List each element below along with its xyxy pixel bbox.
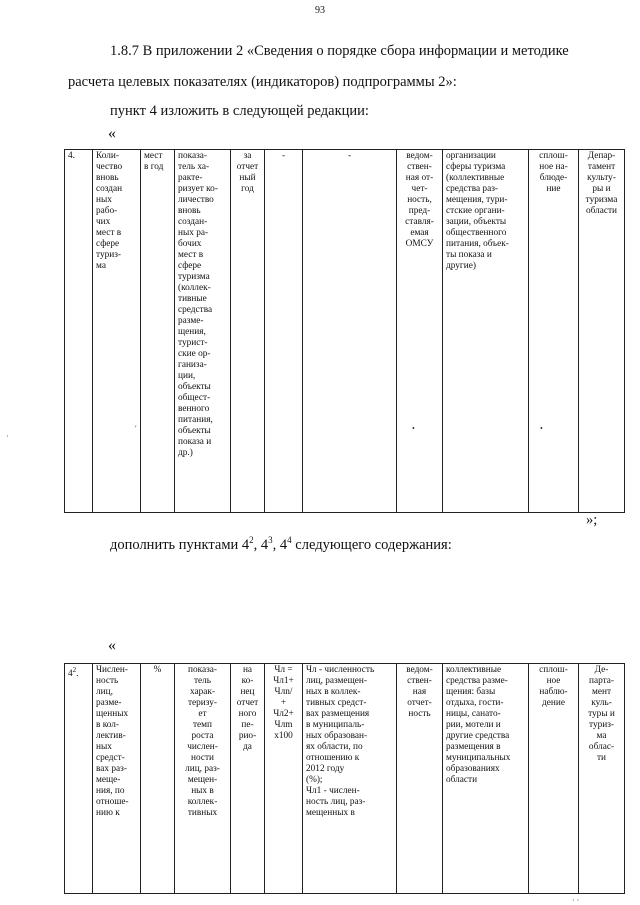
cell-text-line: + bbox=[280, 698, 287, 708]
cell-text-line: пред- bbox=[408, 206, 431, 216]
cell-text-line: Депар- bbox=[587, 151, 616, 161]
intro-line-3: пункт 4 изложить в следующей редакции: bbox=[110, 103, 369, 119]
cell-text-line: личество bbox=[178, 195, 214, 205]
cell-text-line: ных в bbox=[191, 786, 214, 796]
cell-text-line: нию к bbox=[96, 808, 120, 818]
table-row bbox=[65, 664, 625, 894]
cell-text-line: Чл - численность bbox=[306, 665, 375, 675]
cell-text-line: в год bbox=[144, 162, 164, 172]
cell-text-line: ко- bbox=[241, 676, 254, 686]
page-number: 93 bbox=[315, 5, 325, 16]
cell-text-line: Чл1+ bbox=[273, 676, 294, 686]
intro-line-1: 1.8.7 В приложении 2 «Сведения о порядке сбора информации и методике bbox=[110, 43, 569, 59]
cell-text-line: отчет bbox=[236, 698, 259, 708]
cell-text-line: др.) bbox=[178, 448, 193, 458]
cell-text-line: ность, bbox=[407, 195, 432, 205]
cell-text-line: ная от- bbox=[405, 173, 434, 183]
cell-text-line: парта- bbox=[588, 676, 615, 686]
definition-cell bbox=[175, 664, 231, 894]
cell-text-line: в муниципаль- bbox=[306, 720, 365, 730]
cell-text-line: муниципальных bbox=[446, 753, 511, 763]
cell-text-line: создан bbox=[96, 184, 123, 194]
cell-text-line: ризует ко- bbox=[178, 184, 218, 194]
cell-text-line: ние bbox=[546, 184, 561, 194]
cell-text-line: мент bbox=[591, 687, 612, 697]
cell-text-line: мещенных в bbox=[306, 808, 355, 818]
cell-text-line: туры и bbox=[588, 709, 615, 719]
cell-text-line: блюде- bbox=[539, 173, 568, 183]
cell-text-line: тель ха- bbox=[178, 162, 210, 172]
cell-text-line: меще- bbox=[96, 775, 121, 785]
cell-text-line: туриз- bbox=[589, 720, 614, 730]
cell-text-line: сплош- bbox=[539, 151, 568, 161]
cell-text-line: харак- bbox=[189, 687, 216, 697]
cell-text-line: образованиях bbox=[446, 764, 500, 774]
cell-text-line: рии, мотели и bbox=[446, 720, 501, 730]
definition-cell bbox=[175, 150, 231, 513]
cell-text-line: ях области, по bbox=[306, 742, 363, 752]
cell-text-line: да bbox=[243, 742, 252, 752]
cell-text-line: пе- bbox=[241, 720, 254, 730]
cell-text-line: ведом- bbox=[406, 665, 433, 675]
table-row bbox=[65, 150, 625, 513]
cell-text-line: чих bbox=[96, 217, 111, 227]
cell-text-line: ры и bbox=[592, 184, 611, 194]
supplement-line: дополнить пунктами $4^2$, $4^3$, $4^4$ следующего содержания: bbox=[110, 535, 452, 553]
cell-text-line: сфере bbox=[178, 261, 202, 271]
close-quote: »; bbox=[586, 512, 598, 528]
cell-text-line: коллек- bbox=[187, 797, 218, 807]
cell-text-line: ты показа и bbox=[446, 250, 492, 260]
cell-text-line: ность bbox=[96, 676, 119, 686]
cell-text-line: лектив- bbox=[96, 731, 126, 741]
cell-text-line: турист- bbox=[178, 338, 208, 348]
cell-text-line: показа и bbox=[178, 437, 212, 447]
item-number-cell: 4. bbox=[65, 150, 93, 513]
formula-description-cell bbox=[303, 664, 397, 894]
cell-text-line: Числен- bbox=[96, 665, 128, 675]
cell-text-line: отдыха, гости- bbox=[446, 698, 504, 708]
cell-text-line: размещения в bbox=[446, 742, 501, 752]
cell-text-line: тивных bbox=[187, 808, 218, 818]
cell-text-line: ма bbox=[96, 261, 106, 271]
cell-text-line: Чл1 - числен- bbox=[306, 786, 360, 796]
cell-text-line: общест- bbox=[178, 393, 211, 403]
cell-text-line: Члn/ bbox=[274, 687, 293, 697]
scan-mark: ʹ bbox=[135, 424, 137, 433]
cell-text-line: (коллективные bbox=[446, 173, 505, 183]
cell-text-line: ницы, санато- bbox=[446, 709, 501, 719]
cell-text-line: разме- bbox=[178, 316, 204, 326]
cell-text-line: ОМСУ bbox=[405, 239, 434, 249]
item-number-cell: $4^2$. bbox=[65, 664, 93, 894]
cell-text-line: ность bbox=[408, 709, 431, 719]
cell-text-line: ных образован- bbox=[306, 731, 368, 741]
cell-text-line: ти bbox=[596, 753, 607, 763]
cell-text-line: ния, по bbox=[96, 786, 125, 796]
cell-text-line: бочих bbox=[178, 239, 202, 249]
cell-text-line: другие) bbox=[446, 261, 476, 271]
cell-text-line: тамент bbox=[587, 162, 616, 172]
cell-text-line: щения: базы bbox=[446, 687, 496, 697]
responsible-cell bbox=[579, 664, 625, 894]
method-cell bbox=[529, 150, 579, 513]
cell-text-line: отчет- bbox=[407, 698, 432, 708]
cell-text-line: ность лиц, раз- bbox=[306, 797, 366, 807]
cell-text-line: сплош- bbox=[539, 665, 568, 675]
cell-text-line: % bbox=[153, 665, 162, 675]
cell-text-line: в кол- bbox=[96, 720, 120, 730]
cell-text-line: Де- bbox=[594, 665, 609, 675]
formula-cell bbox=[265, 664, 303, 894]
cell-text-line: лиц, раз- bbox=[185, 764, 220, 774]
cell-text-line: наблю- bbox=[539, 687, 568, 697]
cell-text-line: Чл2+ bbox=[273, 709, 294, 719]
table-item-4 bbox=[64, 149, 625, 513]
cell-text-line: создан- bbox=[178, 217, 208, 227]
cell-text-line: отноше- bbox=[96, 797, 129, 807]
cell-text-line: тивных средст- bbox=[306, 698, 367, 708]
cell-text-line: числен- bbox=[187, 742, 218, 752]
cell-text-line: отчет bbox=[236, 162, 259, 172]
cell-text-line: другие средства bbox=[446, 731, 510, 741]
cell-text-line: на bbox=[242, 665, 253, 675]
cell-text-line: ное на- bbox=[539, 162, 568, 172]
cell-text-line: ных ра- bbox=[178, 228, 209, 238]
cell-text-line: туризма bbox=[178, 272, 210, 282]
formula-description-cell: - bbox=[303, 150, 397, 513]
cell-text-line: средства раз- bbox=[446, 184, 498, 194]
indicator-name-cell bbox=[93, 664, 141, 894]
method-cell bbox=[529, 664, 579, 894]
responsible-cell bbox=[579, 150, 625, 513]
cell-text-line: показа- bbox=[178, 151, 208, 161]
cell-text-line: ных bbox=[96, 742, 112, 752]
indicator-name-cell bbox=[93, 150, 141, 513]
cell-text-line: области bbox=[446, 775, 478, 785]
cell-text-line: теризу- bbox=[187, 698, 218, 708]
open-quote-2: « bbox=[108, 637, 116, 654]
cell-text-line: ности bbox=[190, 753, 215, 763]
cell-text-line: лиц, bbox=[96, 687, 113, 697]
cell-text-line: мещен- bbox=[187, 775, 218, 785]
intro-line-2: расчета целевых показателях (индикаторов) подпрограммы 2»: bbox=[68, 74, 457, 90]
table-item-4-2 bbox=[64, 663, 625, 894]
scan-mark: • bbox=[412, 424, 415, 433]
scan-mark: • bbox=[540, 424, 543, 433]
cell-text-line: мест в bbox=[96, 228, 122, 238]
cell-text-line: дение bbox=[542, 698, 565, 708]
observation-object-cell bbox=[443, 664, 529, 894]
cell-text-line: рио- bbox=[238, 731, 257, 741]
cell-text-line: щения, bbox=[178, 327, 206, 337]
cell-text-line: щенных bbox=[96, 709, 129, 719]
cell-text-line: средства bbox=[178, 305, 213, 315]
cell-text-line: сферы туризма bbox=[446, 162, 506, 172]
cell-text-line: Члm bbox=[274, 720, 293, 730]
cell-text-line: ет bbox=[198, 709, 207, 719]
cell-text-line: туриз- bbox=[96, 250, 121, 260]
cell-text-line: ных в коллек- bbox=[306, 687, 361, 697]
cell-text-line: чество bbox=[96, 162, 123, 172]
cell-text-line: средст- bbox=[96, 753, 125, 763]
open-quote-1: « bbox=[108, 125, 116, 142]
cell-text-line: мест bbox=[144, 151, 163, 161]
cell-text-line: Чл = bbox=[274, 665, 293, 675]
cell-text-line: 2012 году bbox=[306, 764, 345, 774]
cell-text-line: мещения, тури- bbox=[446, 195, 508, 205]
unit-cell bbox=[141, 664, 175, 894]
cell-text-line: разме- bbox=[96, 698, 122, 708]
cell-text-line: питания, объек- bbox=[446, 239, 509, 249]
observation-object-cell bbox=[443, 150, 529, 513]
cell-text-line: емая bbox=[410, 228, 429, 238]
cell-text-line: (коллек- bbox=[178, 283, 211, 293]
cell-text-line: роста bbox=[191, 731, 214, 741]
cell-text-line: общественного bbox=[446, 228, 507, 238]
cell-text-line: тивные bbox=[178, 294, 207, 304]
cell-text-line: ствен- bbox=[407, 162, 432, 172]
cell-text-line: нец bbox=[240, 687, 255, 697]
cell-text-line: питания, bbox=[178, 415, 213, 425]
cell-text-line: туризма bbox=[585, 195, 618, 205]
cell-text-line: ганиза- bbox=[178, 360, 207, 370]
period-cell bbox=[231, 664, 265, 894]
cell-text-line: коллективные bbox=[446, 665, 502, 675]
cell-text-line: год bbox=[241, 184, 254, 194]
cell-text-line: вновь bbox=[96, 173, 119, 183]
scan-mark: · · bbox=[572, 896, 580, 905]
cell-text-line: показа- bbox=[187, 665, 218, 675]
cell-text-line: объекты bbox=[178, 382, 211, 392]
cell-text-line: ного bbox=[238, 709, 257, 719]
cell-text-line: организации bbox=[446, 151, 496, 161]
period-cell bbox=[231, 150, 265, 513]
source-cell bbox=[397, 664, 443, 894]
cell-text-line: ное bbox=[546, 676, 561, 686]
cell-text-line: средства разме- bbox=[446, 676, 508, 686]
cell-text-line: ракте- bbox=[178, 173, 203, 183]
cell-text-line: ские ор- bbox=[178, 349, 211, 359]
cell-text-line: облас- bbox=[588, 742, 615, 752]
source-cell bbox=[397, 150, 443, 513]
cell-text-line: ный bbox=[239, 173, 256, 183]
cell-text-line: объекты bbox=[178, 426, 211, 436]
cell-text-line: куль- bbox=[591, 698, 612, 708]
cell-text-line: за bbox=[243, 151, 252, 161]
cell-text-line: ствен- bbox=[407, 676, 432, 686]
cell-text-line: вах раз- bbox=[96, 764, 127, 774]
cell-text-line: области bbox=[585, 206, 618, 216]
cell-text-line: ведом- bbox=[406, 151, 433, 161]
cell-text-line: темп bbox=[192, 720, 213, 730]
cell-text-line: зации, объекты bbox=[446, 217, 507, 227]
cell-text-line: x100 bbox=[274, 731, 293, 741]
cell-text-line: отношению к bbox=[306, 753, 360, 763]
cell-text-line: (%); bbox=[306, 775, 323, 785]
cell-text-line: культу- bbox=[587, 173, 616, 183]
formula-cell: - bbox=[265, 150, 303, 513]
unit-cell bbox=[141, 150, 175, 513]
cell-text-line: ма bbox=[596, 731, 607, 741]
cell-text-line: сфере bbox=[96, 239, 120, 249]
cell-text-line: Коли- bbox=[96, 151, 119, 161]
cell-text-line: лиц, размещен- bbox=[306, 676, 367, 686]
cell-text-line: ставля- bbox=[405, 217, 434, 227]
cell-text-line: рабо- bbox=[96, 206, 118, 216]
cell-text-line: ная bbox=[412, 687, 427, 697]
cell-text-line: вах размещения bbox=[306, 709, 370, 719]
cell-text-line: тель bbox=[193, 676, 212, 686]
cell-text-line: ции, bbox=[178, 371, 196, 381]
cell-text-line: вновь bbox=[178, 206, 201, 216]
cell-text-line: ных bbox=[96, 195, 112, 205]
cell-text-line: венного bbox=[178, 404, 210, 414]
scan-mark: · bbox=[6, 432, 9, 441]
cell-text-line: мест в bbox=[178, 250, 204, 260]
cell-text-line: стские органи- bbox=[446, 206, 505, 216]
cell-text-line: чет- bbox=[411, 184, 428, 194]
